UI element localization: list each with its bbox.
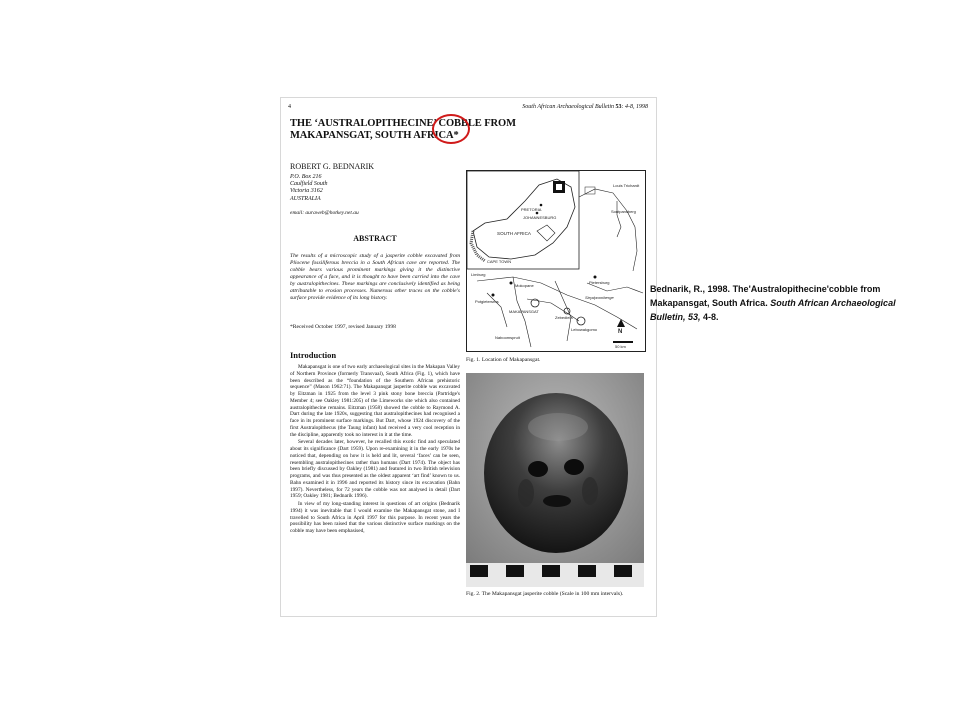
- map-label-zebediela: Zebediela: [555, 315, 573, 320]
- citation-journal: South African Archaeological Bulletin, 53,: [650, 298, 896, 322]
- paper-title: THE ‘AUSTRALOPITHECINE’ COBBLE FROM MAKAPANSGAT, SOUTH AFRICA*: [290, 118, 516, 141]
- map-scale-label: 50 km: [615, 344, 626, 349]
- author-address: P.O. Box 216 Caulfield South Victoria 3162 AUSTRALIA: [290, 174, 328, 202]
- journal-header: South African Archaeological Bulletin 53: 4-8, 1998: [522, 104, 648, 110]
- citation-title: The'Australopithecine'cobble from Makapansgat, South Africa.: [650, 284, 881, 308]
- introduction-body: [290, 364, 460, 610]
- highlight-circle: [432, 114, 470, 144]
- map-label-strydpoortberge: Strydpoortberge: [585, 295, 614, 300]
- map-label-cape-town: CAPE TOWN: [487, 259, 512, 264]
- figure-1-caption: Fig. 1. Location of Makapansgat.: [466, 357, 541, 363]
- abstract-heading: ABSTRACT: [353, 234, 397, 243]
- figure-2-caption: Fig. 2. The Makapansgat jasperite cobble (Scale in 100 mm intervals).: [466, 591, 624, 597]
- citation-authors-year: Bednarik, R., 1998.: [650, 284, 731, 294]
- map-label-potgietersrus: Potgietersrus: [475, 299, 499, 304]
- received-note: *Received October 1997, revised January 1998: [290, 324, 396, 330]
- paper-page: [281, 98, 656, 616]
- location-map: [466, 170, 646, 352]
- map-label-lebowakgomo: Lebowakgomo: [571, 327, 598, 332]
- paper-author: ROBERT G. BEDNARIK: [290, 162, 375, 171]
- intro-paragraph: Several decades later, however, he recalled this exotic find and speculated about its significance (Dart 1959). Upon re-examining it in the early 1970s he noticed that, depending on how it is held and lit, several ‘faces’ can be seen, resembling australopithecines rather than humans (Dart 1974). The object has been briefly discussed by Oakley (1981) and featured in two British television programs, and was thus presented as the oldest apparent ‘art find’ known to us. Bahn examined it in 1996 and reported its history since its excavation (Bahn 1997). Nevertheless, for 72 years the cobble was not analysed in detail (Dart 1959; Oakley 1981; Bednarik 1996).: [290, 439, 460, 500]
- citation-text: [650, 282, 910, 324]
- map-label-makapansgat: MAKAPANSGAT: [509, 309, 539, 314]
- map-label-south-africa: SOUTH AFRICA: [497, 231, 531, 236]
- map-label-mokopane: Mokopane: [515, 283, 534, 288]
- map-label-soutpansberg: Soutpansberg: [611, 209, 636, 214]
- cobble-photograph: [466, 373, 644, 587]
- intro-paragraph: Makapansgat is one of two early archaeological sites in the Makapan Valley of Northern Province (formerly Transvaal), South Africa (Fig. 1), which have been described as the “foundation of the Southern African prehistoric sequence” (Mason 1962:71). The Makapansgat jasperite cobble was excavated by Eitzman in 1925 from the level 3 pink stony bone breccia (Partridge's Member 4; see Oakley 1981:205) of the Limeworks site which also contained australopithecine remains. Eitzman (1958) showed the cobble to Raymond A. Dart during the late 1920s, suggesting that australopithecines had recognised a face in its prominent surface markings. But Dart, whose 1924 discovery of the first Australopithecus (the Taung infant) had received a very cool reception in the discipline, apparently took no interest in it at the time.: [290, 364, 460, 438]
- abstract-text: The results of a microscopic study of a jasperite cobble excavated from Pliocene fossiliferous breccia in a South African cave are reported. The cobble bears various prominent markings giving it the distinctive appearance of a face, and it is thought to have been carried into the cave by australopithecines. These markings are conclusively identified as being attributable to erosion processes. Numerous other traces on the cobble's surface provide evidence of its long history.: [290, 253, 460, 301]
- intro-paragraph: In view of my long-standing interest in questions of art origins (Bednarik 1994) it was inevitable that I would examine the Makapansgat stone, and I travelled to South Africa in April 1997 for this purpose. In recent years the possibility has been raised that the various distinctive surface markings on the cobble may have been emphasised,: [290, 501, 460, 534]
- introduction-heading: Introduction: [290, 350, 337, 360]
- map-label-naboomspruit: Naboomspruit: [495, 335, 520, 340]
- map-label-louis-trichardt: Louis Trichardt: [613, 183, 640, 188]
- map-label-pietersburg: Pietersburg: [589, 280, 610, 285]
- north-arrow-label: N: [618, 329, 623, 335]
- author-email: email: auraweb@hotkey.net.au: [290, 210, 359, 216]
- map-label-limburg: Limburg: [471, 272, 486, 277]
- cobble-image: [466, 373, 644, 587]
- page-number: 4: [288, 104, 291, 110]
- map-label-pretoria: PRETORIA: [521, 207, 542, 212]
- citation-pages: 4-8.: [703, 312, 719, 322]
- map-label-johannesburg: JOHANNESBURG: [523, 215, 557, 220]
